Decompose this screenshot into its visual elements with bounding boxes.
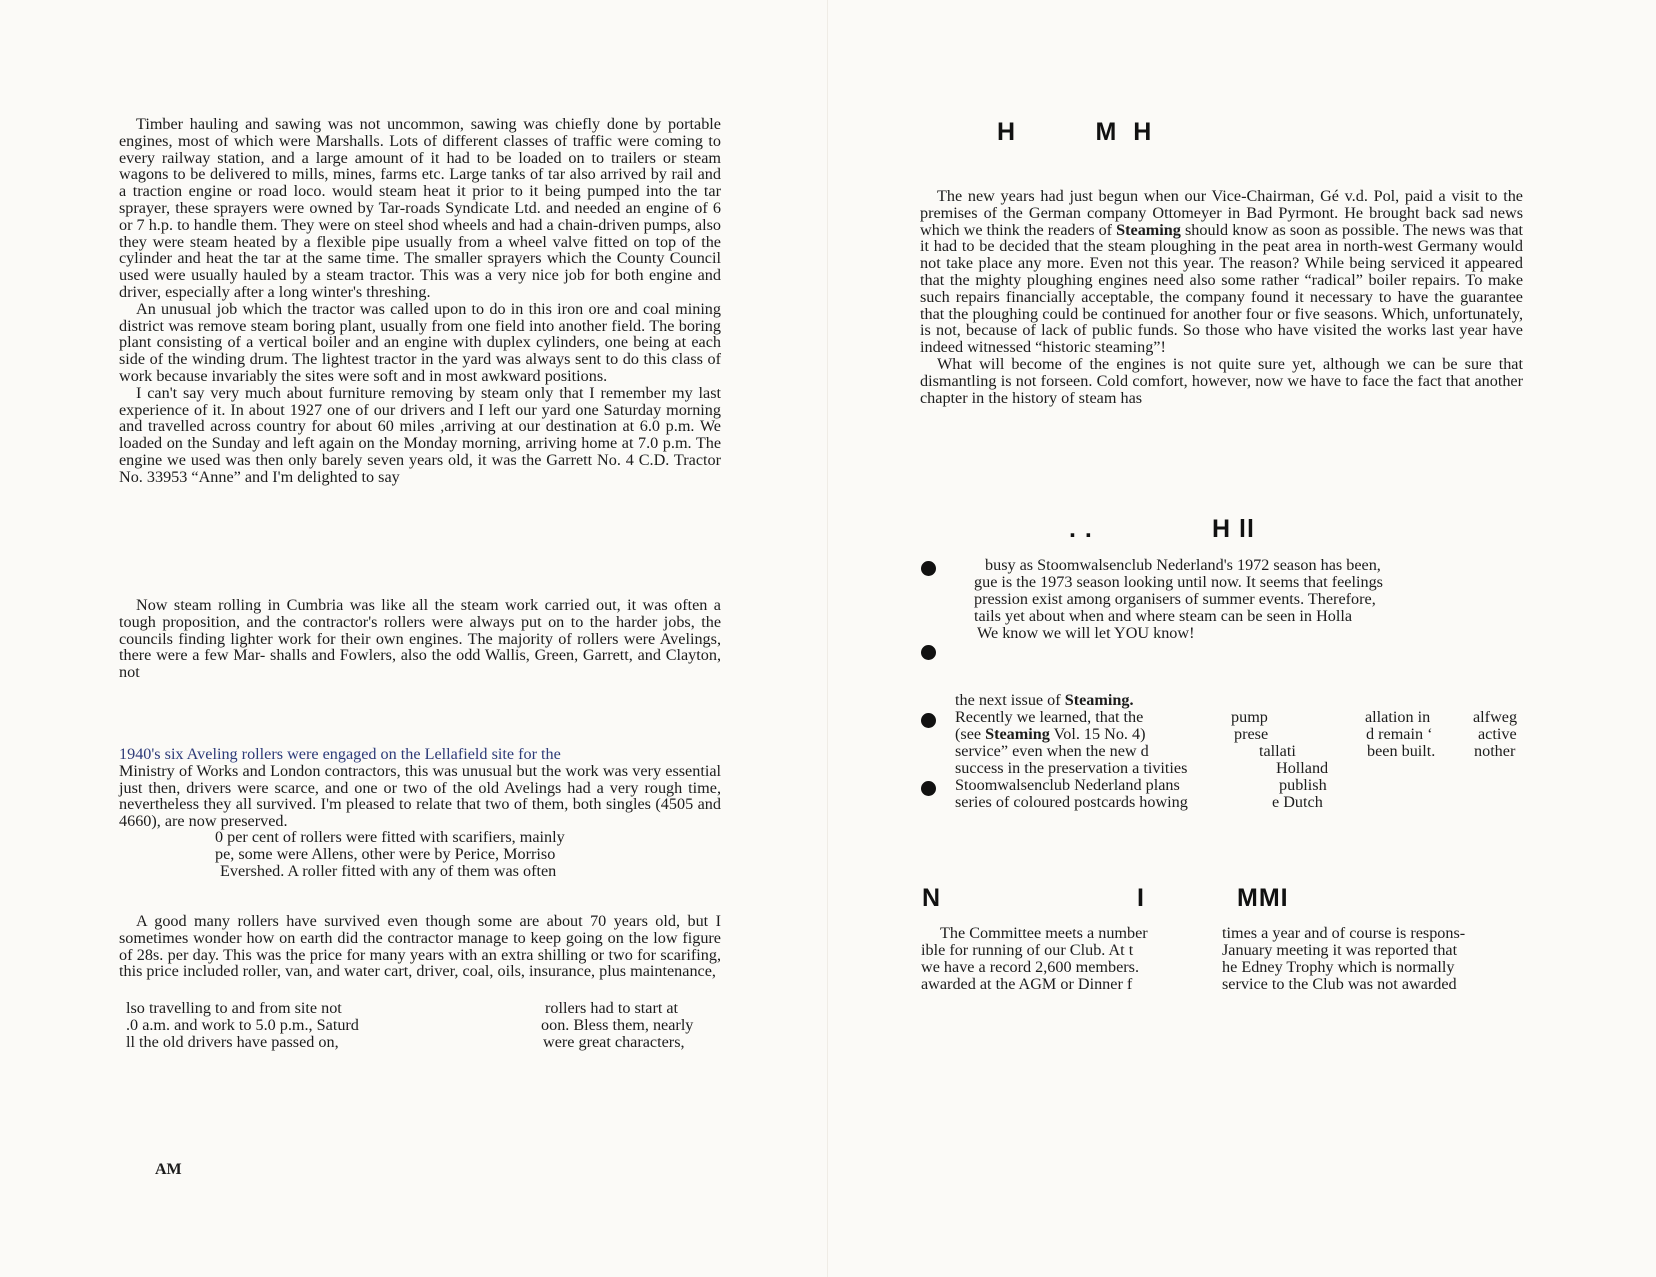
steaming-bold-2: Steaming. — [1064, 691, 1134, 709]
heading-committee-a: N — [922, 884, 942, 912]
page-folio: AM — [155, 1161, 182, 1178]
committee-text-col1-line2: ible for running of our Club. At t — [921, 941, 1134, 959]
paragraph-engines-future: What will become of the engines is not quite sure yet, although we can be sure that dismantling is not forseen. Cold comfort, however, now we have to face the fact that another chapter in the history of steam has — [920, 354, 1523, 407]
bullet-text-3d: success in the preservation a tivities — [955, 759, 1188, 777]
bullet-text-4-col2a: publish — [1279, 776, 1327, 794]
bullet-marker-3 — [921, 713, 936, 728]
bullet-text-3-col2b: prese — [1234, 725, 1269, 743]
text-fragment-bless: oon. Bless them, nearly — [541, 1016, 694, 1034]
committee-text-col2-line2: January meeting it was reported that — [1222, 941, 1458, 959]
paragraph-lellafield: Ministry of Works and London contractors, this was unusual but the work was very essential just then, drivers were scarce, and one or two of the old Avelings had a very rough time, nevertheless they all survived. I'm pleased to relate that two of them, both singles (4505 and 4660), are now preserved. — [119, 761, 721, 831]
article-column-left-2 — [119, 597, 721, 681]
paragraph-timber-hauling: Timber hauling and sawing was not uncommon, sawing was chiefly done by portable engines, most of which were Marshalls. Lots of different classes of traffic were coming to every railway station, and a large amount of it had to be loaded on to trailers or steam wagons to be delivered to mills, mines, farms etc. Large tanks of tar also arrived by rail and a traction engine or road loco. would steam heat it prior to it being pumped into the tar sprayer, these sprayers were owned by Tar-roads Syndicate Ltd. and needed an engine of 6 or 7 h.p. to handle them. They were on steel shod wheels and had a chain-driven pumps, also they were steam heated by a flexible pipe usually from a wheel valve fitted on top of the cylinder and heat the tar at the same time. The smaller sprayers which the County Council used were usually hauled by a steam tractor. This was a very nice job for both engine and driver, especially after a long winter's threshing. — [119, 115, 721, 301]
article-column-left-3 — [119, 746, 721, 830]
committee-text-col1-line3: we have a record 2,600 members. — [921, 958, 1139, 976]
bullet-text-4-col2b: e Dutch — [1272, 793, 1323, 811]
bullet-text-3-col3a: allation in — [1365, 708, 1431, 726]
paragraph-boring-plant: An unusual job which the tractor was called upon to do in this iron ore and coal mining district was remove steam boring plant, usually from one field into another field. The boring plant consisting of a vertical boiler and an engine with duplex cylinders, one being at each side of the winding drum. The lightest tractor in the yard was always sent to do this class of work because invariably the sites were soft and in most awkward positions. — [119, 299, 721, 385]
bullet-marker-1 — [921, 561, 936, 576]
paragraph-ottomeyer — [920, 188, 1523, 356]
heading-steam-ploughing: H M H — [997, 118, 1153, 146]
heading-holland: . . H ll — [1069, 515, 1255, 543]
article-column-left — [119, 116, 721, 486]
bullet-text-3-col2a: pump — [1231, 708, 1268, 726]
bullet-marker-2 — [921, 645, 936, 660]
bullet-text-1d: tails yet about when and where steam can be seen in Holla — [974, 607, 1353, 625]
bullet-text-3-col2c: tallati — [1259, 742, 1296, 760]
bullet-text-3-col4a: alfweg — [1473, 708, 1518, 726]
committee-text-col2-line3: he Edney Trophy which is normally — [1222, 958, 1455, 976]
heading-committee-b: I — [1137, 884, 1145, 912]
bullet-text-1e: We know we will let YOU know! — [977, 624, 1195, 642]
bullet-text-1c: pression exist among organisers of summer events. Therefore, — [974, 590, 1376, 608]
bullet-text-3-col2d: Holland — [1276, 759, 1329, 777]
committee-text-col2-line4: service to the Club was not awarded — [1222, 975, 1457, 993]
article-column-left-4 — [119, 913, 721, 980]
paragraph-furniture-removing: I can't say very much about furniture removing by steam only that I remember my last experience of it. In about 1927 one of our drivers and I left our yard one Saturday morning and travelled across country for about 60 miles ,arriving at our destination at 6.0 p.m. We loaded on the Sunday and left again on the Monday morning, arriving home at 7.0 p.m. The engine we used was then only barely seven years old, it was the Garrett No. 4 C.D. Tractor No. 33953 “Anne” and I'm delighted to say — [119, 383, 721, 486]
bullet-text-4a: Stoomwalsenclub Nederland plans — [955, 776, 1180, 794]
next-issue-text: the next issue of — [955, 691, 1061, 709]
text-fragment-allens: pe, some were Allens, other were by Perice, Morriso — [215, 845, 556, 863]
heading-committee-c: MMI — [1237, 884, 1289, 912]
ottomeyer-text-b: should know as soon as possible. The news was that it had to be decided that the steam ploughing in the peat area in north-west Germany would not take place any more. Even not this year. The reason? While being serviced it appeared that the mighty ploughing engines need also some rather “radical” boiler repairs. To make such repairs financially acceptable, the company found it necessary to have the guarantee that the ploughing could be continued for another four or five seasons. Which, unfortunately, is not, because of lack of public funds. So those who have visited the works last year have indeed witnessed “historic steaming”! — [920, 220, 1524, 357]
committee-text-col2-line1: times a year and of course is respons- — [1222, 924, 1466, 942]
text-fragment-travelling: lso travelling to and from site not — [126, 999, 342, 1017]
text-fragment-saturday: .0 a.m. and work to 5.0 p.m., Saturd — [126, 1016, 359, 1034]
bullet-text-3-col3c: been built. — [1367, 742, 1436, 760]
bullet-text-3b — [955, 726, 1146, 743]
committee-text-col1-line1: The Committee meets a number — [940, 924, 1148, 942]
committee-text-col1-line4: awarded at the AGM or Dinner f — [921, 975, 1133, 993]
steaming-bold: Steaming — [1116, 220, 1181, 239]
bullet-text-3-col3b: d remain ‘ — [1366, 725, 1433, 743]
text-fragment-characters: were great characters, — [543, 1033, 685, 1051]
paragraph-rollers-survived: A good many rollers have survived even though some are about 70 years old, but I sometimes wonder how on earth did the contractor manage to keep going on the low figure of 28s. per day. This was the price for many years with an extra shilling or two for scarifing, this price included roller, van, and water cart, driver, coal, oils, insurance, plus maintenance, — [119, 912, 721, 981]
bullet-marker-4 — [921, 781, 936, 796]
paragraph-steam-rolling: Now steam rolling in Cumbria was like all the steam work carried out, it was often a tough proposition, and the contractor's rollers were always put on to the harder jobs, the councils finding lighter work for their own engines. The majority of rollers were Avelings, there were a few Mar- shalls and Fowlers, also the odd Wallis, Green, Garrett, and Clayton, not — [119, 596, 721, 682]
text-fragment-evershed: Evershed. A roller fitted with any of them was often — [220, 862, 557, 880]
bullet-text-3c: service” even when the new d — [955, 742, 1149, 760]
text-fragment-rollers-start: rollers had to start at — [545, 999, 679, 1017]
see-text: (see — [955, 725, 982, 743]
article-column-right — [920, 188, 1523, 406]
bullet-text-3-col4c: nother — [1474, 742, 1516, 760]
steaming-bold-3: Steaming — [985, 725, 1050, 743]
ottomeyer-text-a: The new years had just begun when our Vice-Chairman, Gé v.d. Pol, paid a visit to the premises of the German company Ottomeyer in Bad Pyrmont. He brought back sad news which we think the readers of — [920, 187, 1523, 239]
bullet-text-1a: busy as Stoomwalsenclub Nederland's 1972 season has been, — [985, 556, 1381, 574]
bullet-text-3-col4b: active — [1478, 725, 1517, 743]
paragraph-lellafield-lead: 1940's six Aveling rollers were engaged on the Lellafield site for the — [119, 745, 561, 763]
bullet-text-2 — [955, 692, 1134, 709]
text-fragment-drivers: ll the old drivers have passed on, — [126, 1033, 339, 1051]
bullet-text-4b: series of coloured postcards howing — [955, 793, 1188, 811]
volume-text: Vol. 15 No. 4) — [1053, 725, 1146, 743]
bullet-text-3a: Recently we learned, that the — [955, 708, 1144, 726]
text-fragment-scarifiers: 0 per cent of rollers were fitted with scarifiers, mainly — [215, 828, 565, 846]
bullet-text-1b: gue is the 1973 season looking until now. It seems that feelings — [974, 573, 1383, 591]
